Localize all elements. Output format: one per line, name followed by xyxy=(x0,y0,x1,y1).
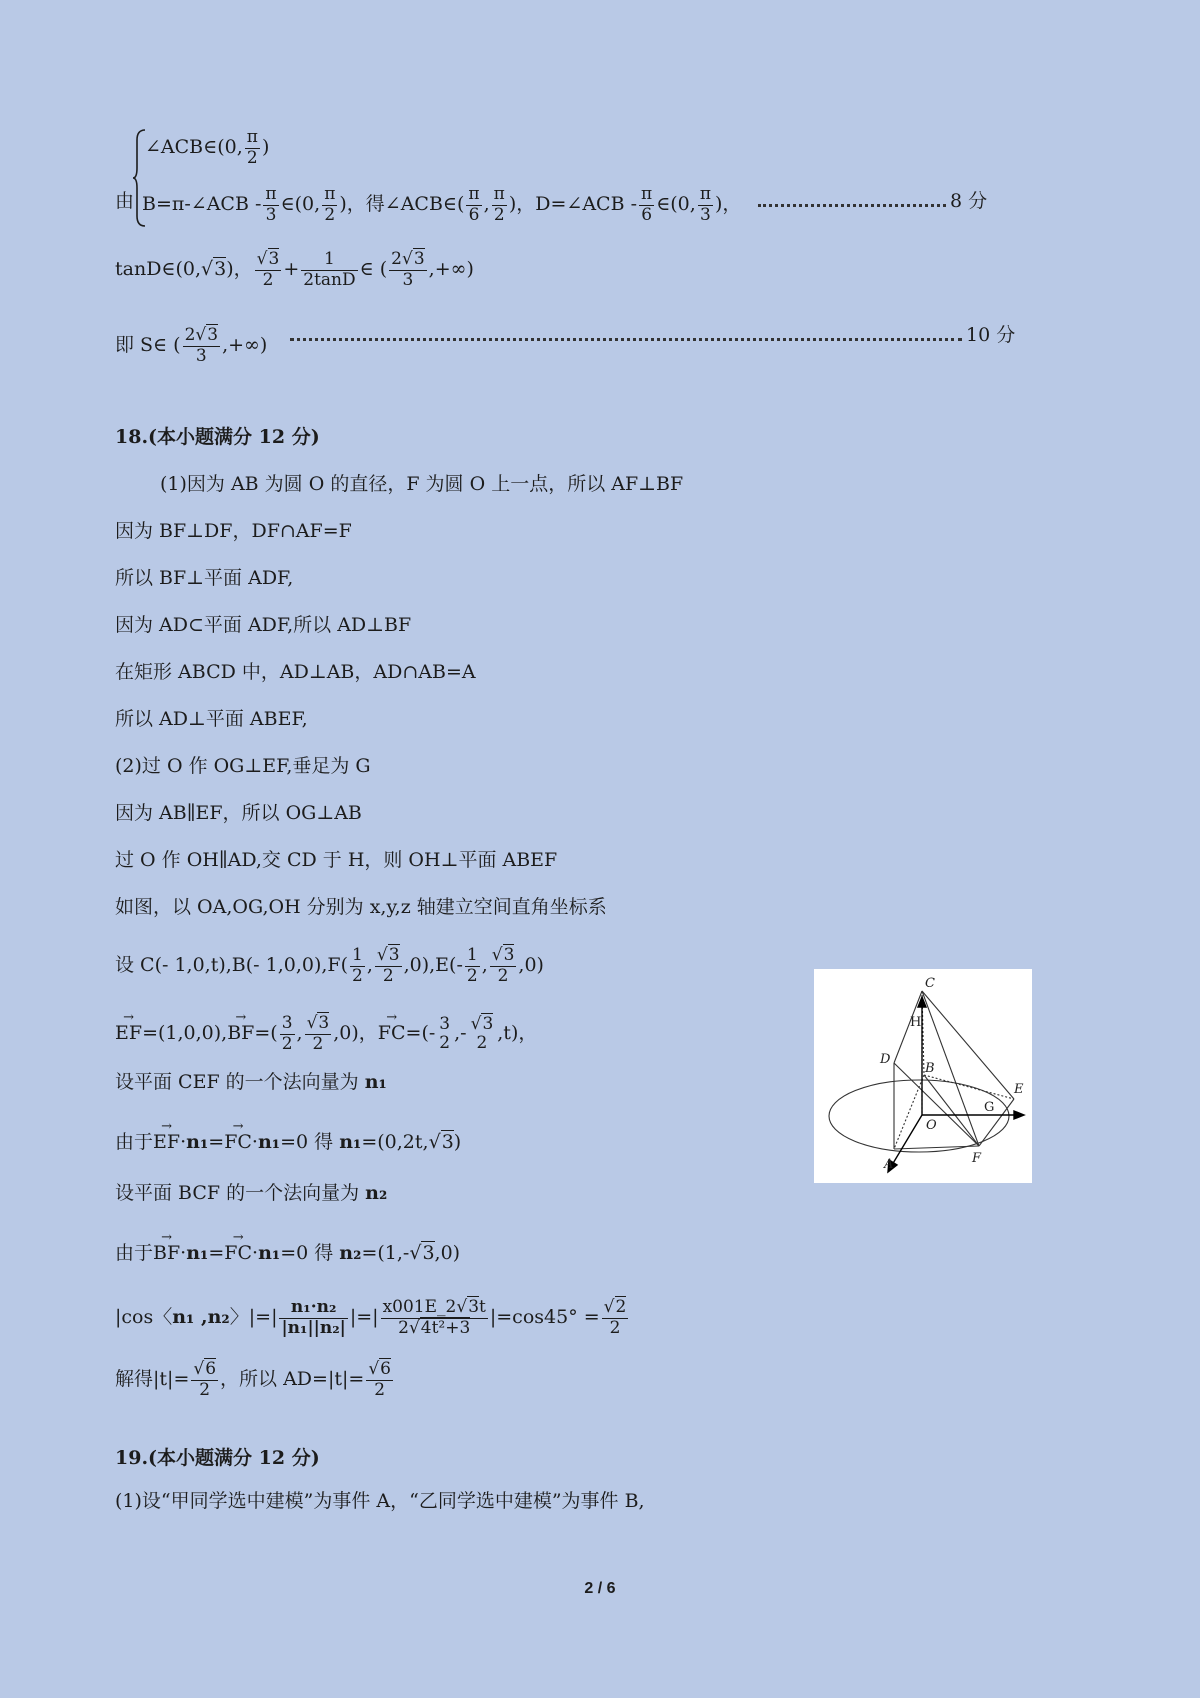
leader-dots xyxy=(290,326,962,341)
label-O: O xyxy=(926,1118,937,1133)
label-G: G xyxy=(984,1100,995,1115)
q19-line-1: (1)设“甲同学选中建模”为事件 A，“乙同学选中建模”为事件 B, xyxy=(115,1490,645,1512)
q18-line-9: 过 O 作 OH∥AD,交 CD 于 H，则 OH⊥平面 ABEF xyxy=(115,849,558,871)
leader-dots xyxy=(758,192,946,207)
vectors-line: → EF=(1,0,0),→ BF=( $\frac{3}{2}$ , $\frac{√3}{2}$ ,0)，→ FC=(- 3 2 ,- √3 2 ,t)， xyxy=(115,1014,537,1054)
S-range-line: 即 S∈ ( $\frac{2√3}{3}$ ,+∞) xyxy=(115,325,268,366)
coordinates-line: 设 C(- 1,0,t),B(- 1,0,0),F( $\frac{1}{2}$ , $\frac{√3}{2}$ ,0),E(- $\frac{1}{2}$ , $\frac{√3}{2}$ ,0) xyxy=(115,945,544,986)
label-A: A xyxy=(884,1157,894,1172)
q18-line-5: 在矩形 ABCD 中，AD⊥AB，AD∩AB=A xyxy=(115,661,476,683)
cosine-line: |cos〈n₁ ,n₂〉|=| $\frac{\text{n₁·n₂}}{\text{|n₁||n₂|}}$ |=| $\frac{x001E\_2√3t}{\text{2√4t²+3}}$ |=cos45° = $\frac{√2}{2}$ xyxy=(115,1297,627,1338)
q18-line-7: (2)过 O 作 OG⊥EF,垂足为 G xyxy=(115,755,371,777)
geometry-figure xyxy=(814,969,1032,1183)
n1-definition: 设平面 CEF 的一个法向量为 n₁ xyxy=(115,1071,387,1093)
q18-line-10: 如图，以 OA,OG,OH 分别为 x,y,z 轴建立空间直角坐标系 xyxy=(115,896,607,918)
x-axis xyxy=(892,1115,922,1165)
label-D: D xyxy=(880,1052,891,1067)
you-label: 由 xyxy=(115,190,135,212)
label-C: C xyxy=(925,976,935,991)
q18-line-1: (1)因为 AB 为圆 O 的直径，F 为圆 O 上一点，所以 AF⊥BF xyxy=(160,473,684,495)
edge-DF xyxy=(894,1063,979,1146)
tanD-line: tanD∈(0,√3)， $\frac{√3}{2}$ + $\frac{1}{2\tan D}$ ∈ ( $\frac{2√3}{3}$ ,+∞) xyxy=(115,249,474,290)
q18-line-3: 所以 BF⊥平面 ADF, xyxy=(115,567,294,589)
geometry-diagram xyxy=(814,969,1032,1183)
label-E: E xyxy=(1014,1082,1024,1097)
q18-line-4: 因为 AD⊂平面 ADF,所以 AD⊥BF xyxy=(115,614,412,636)
edge-BF xyxy=(924,1075,979,1146)
y-axis-arrow xyxy=(1014,1111,1024,1119)
system-line-1: ∠ACB∈(0, $\frac{\pi}{2}$ ) xyxy=(145,127,270,168)
q18-line-8: 因为 AB∥EF，所以 OG⊥AB xyxy=(115,802,362,824)
n1-equation: 由于→ EF·n₁=→ FC·n₁=0 得 n₁=(0,2t,√3) xyxy=(115,1133,461,1152)
label-B: B xyxy=(925,1061,935,1076)
edge-BE xyxy=(924,1075,1014,1099)
label-F: F xyxy=(972,1151,982,1166)
q19-heading: 19.(本小题满分 12 分) xyxy=(115,1447,320,1469)
n2-definition: 设平面 BCF 的一个法向量为 n₂ xyxy=(115,1182,388,1204)
system-line-2: B=π-∠ACB - $\frac{\pi}{3}$ ∈(0, $\frac{\pi}{2}$ )，得∠ACB∈( $\frac{\pi}{6}$ , $\frac{\pi}{2}$ )，D=∠ACB - $\frac{\pi}{6}$ ∈(0, $\frac{\pi}{3}$ )， xyxy=(142,184,742,225)
q18-line-6: 所以 AD⊥平面 ABEF, xyxy=(115,708,308,730)
q18-line-2: 因为 BF⊥DF，DF∩AF=F xyxy=(115,520,352,542)
q18-heading: 18.(本小题满分 12 分) xyxy=(115,426,320,448)
page-number: 2 / 6 xyxy=(584,1580,616,1597)
edge-CE xyxy=(922,991,1014,1099)
edge-AF xyxy=(894,1146,979,1149)
solution-line: 解得|t|= $\frac{√6}{2}$ ，所以 AD=|t|= $\frac{√6}{2}$ xyxy=(115,1359,391,1400)
n2-equation: 由于→ BF·n₁=→ FC·n₁=0 得 n₂=(1,-√3,0) xyxy=(115,1244,460,1263)
label-H: H xyxy=(910,1015,922,1030)
